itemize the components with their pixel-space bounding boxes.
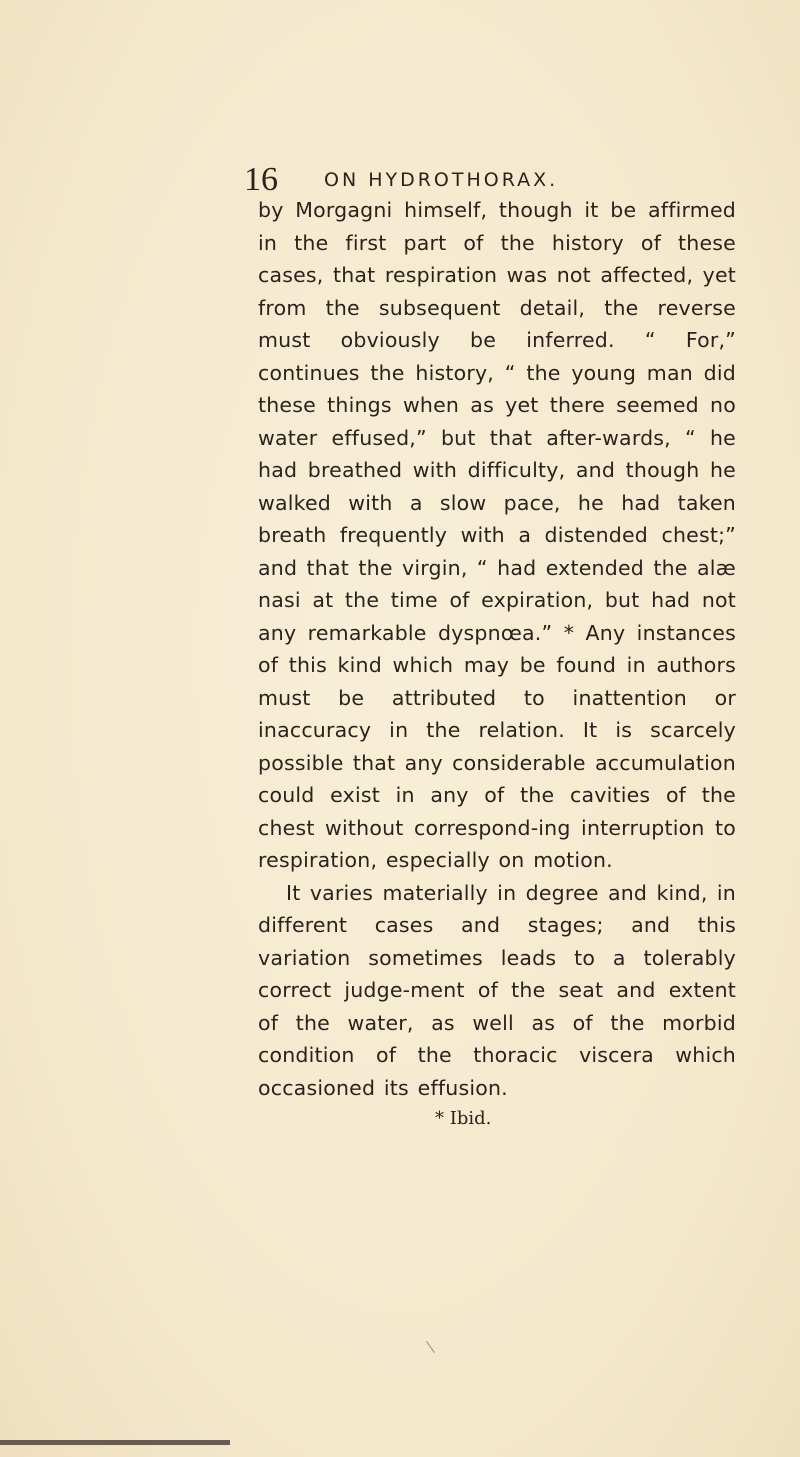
footnote: * Ibid. xyxy=(435,1108,492,1129)
paragraph-continuation: by Morgagni himself, though it be affirmed in the first part of the history of these cases, that respiration was not affected, yet from the subsequent detail, the reverse must obviously be inferred. “ For,” continues the history, “ the young man did these things when as yet there seemed no water effused,” but that after-wards, “ he had breathed with difficulty, and though he walked with a slow pace, he had taken breath frequently with a distended chest;” and that the virgin, “ had extended the alæ nasi at the time of expiration, but had not any remarkable dyspnœa.” * Any instances of this kind which may be found in authors must be attributed to inattention or inaccuracy in the relation. It is scarcely possible that any considerable accumulation could exist in any of the cavities of the chest without correspond-ing interruption to respiration, especially on motion. xyxy=(258,198,736,872)
stray-ink-mark xyxy=(426,1341,435,1353)
page-number: 16 xyxy=(244,161,278,198)
bottom-edge-rule xyxy=(0,1440,230,1445)
paragraph-respiration-variation: It varies materially in degree and kind, in different cases and stages; and this variation sometimes leads to a tolerably correct judge-ment of the seat and extent of the water, as well as of the morbid condition of the thoracic viscera which occasioned its effusion. xyxy=(258,880,736,1100)
running-title: ON HYDROTHORAX. xyxy=(324,169,559,191)
body-text xyxy=(258,194,736,1104)
